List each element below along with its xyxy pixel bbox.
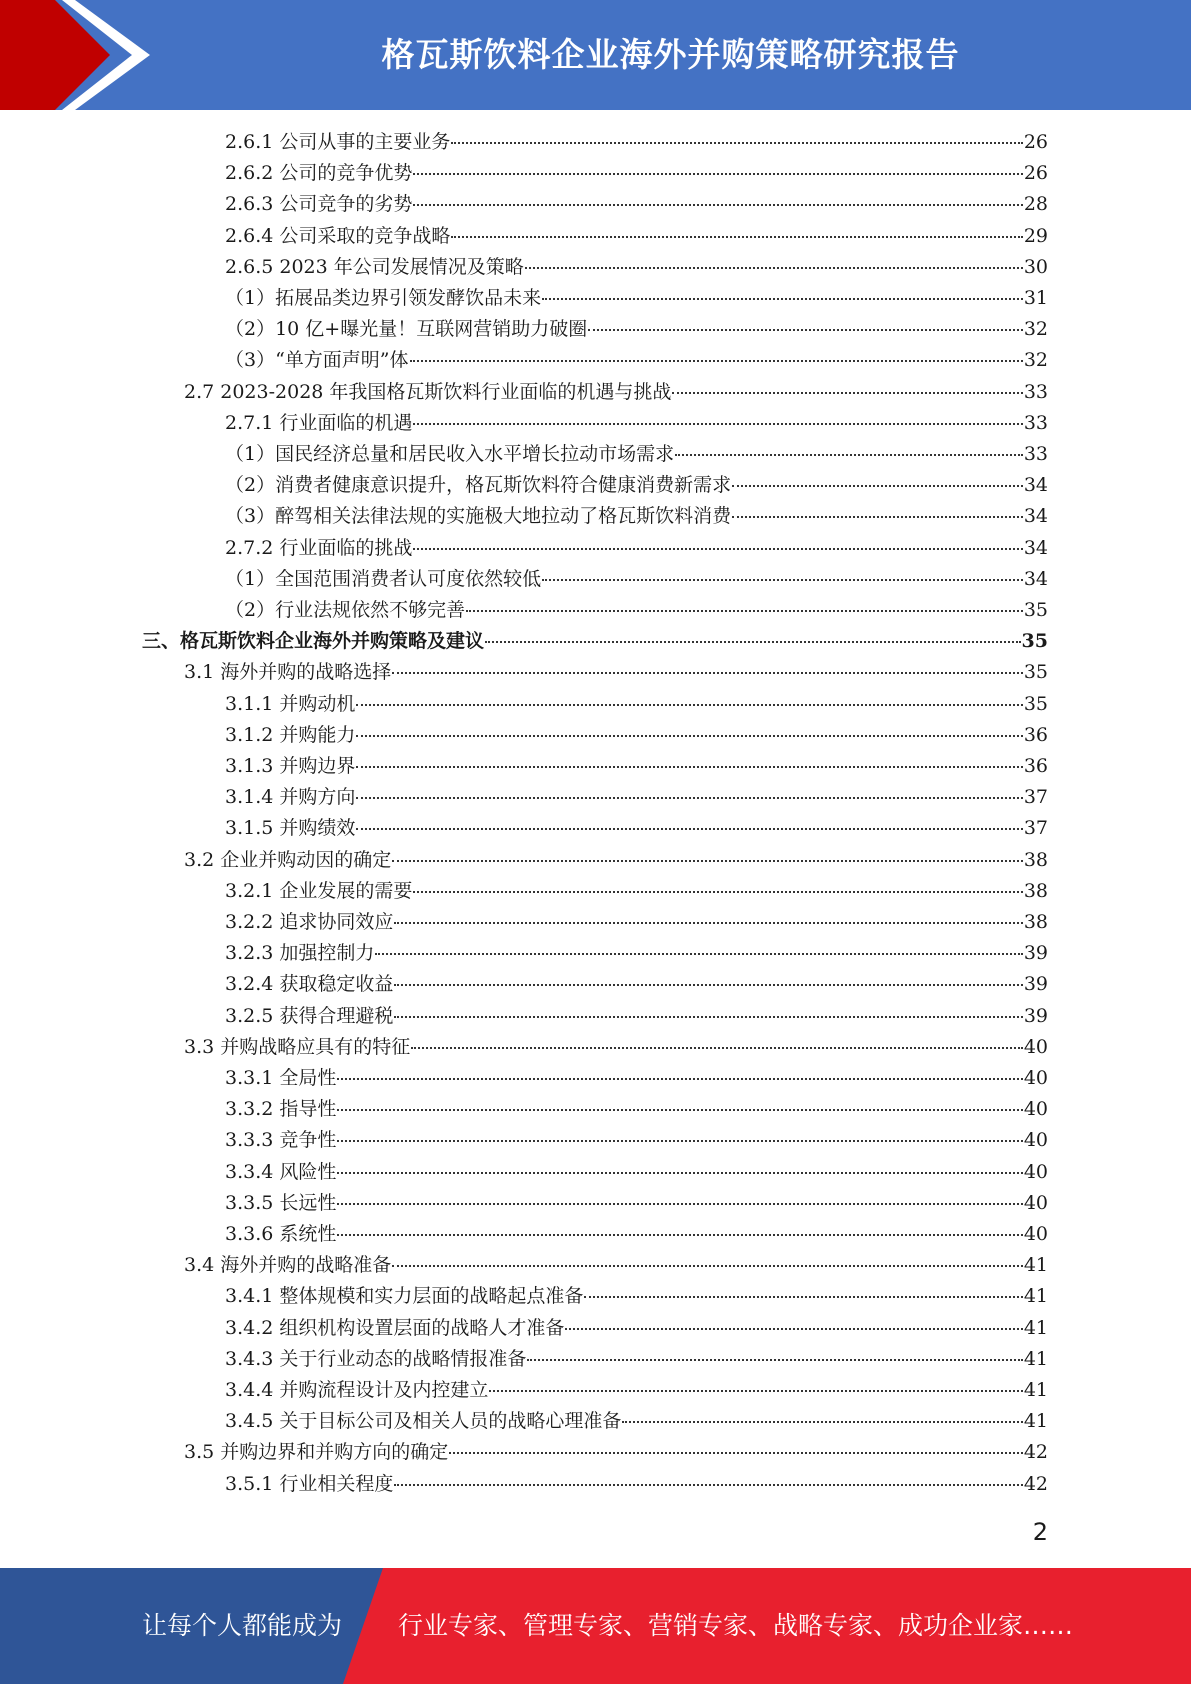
toc-leader-dots xyxy=(565,1328,1022,1330)
toc-leader-dots xyxy=(410,360,1023,362)
toc-leader-dots xyxy=(356,797,1022,799)
toc-leader-dots xyxy=(672,392,1022,394)
toc-leader-dots xyxy=(337,1109,1022,1111)
toc-entry-page: 40 xyxy=(1023,1036,1048,1058)
toc-entry-page: 39 xyxy=(1023,1005,1048,1027)
toc-entry[interactable] xyxy=(225,595,1048,626)
toc-entry-label: 3.1.1 并购动机 xyxy=(225,693,356,715)
toc-entry-label: （2）行业法规依然不够完善 xyxy=(225,599,466,621)
toc-entry-label: 3.2.1 企业发展的需要 xyxy=(225,880,413,902)
toc-leader-dots xyxy=(451,142,1022,144)
toc-entry-label: 3.4.5 关于目标公司及相关人员的战略心理准备 xyxy=(225,1410,622,1432)
toc-entry-label: 3.3.6 系统性 xyxy=(225,1223,337,1245)
toc-entry[interactable] xyxy=(225,564,1048,595)
toc-entry[interactable] xyxy=(225,408,1048,439)
page-number: 2 xyxy=(1032,1518,1048,1546)
toc-entry-label: 2.7.2 行业面临的挑战 xyxy=(225,537,413,559)
page-footer xyxy=(0,1568,1191,1684)
toc-leader-dots xyxy=(527,1359,1022,1361)
toc-entry-page: 38 xyxy=(1023,911,1048,933)
toc-entry-label: 2.6.4 公司采取的竞争战略 xyxy=(225,225,451,247)
toc-leader-dots xyxy=(394,1484,1022,1486)
toc-entry-page: 35 xyxy=(1023,693,1048,715)
toc-leader-dots xyxy=(584,1296,1022,1298)
toc-entry-page: 35 xyxy=(1023,599,1048,621)
toc-entry[interactable] xyxy=(225,938,1048,969)
toc-entry-page: 41 xyxy=(1023,1379,1048,1401)
toc-entry-page: 42 xyxy=(1023,1441,1048,1463)
toc-entry-label: 2.7 2023-2028 年我国格瓦斯饮料行业面临的机遇与挑战 xyxy=(184,381,672,403)
toc-entry-page: 40 xyxy=(1023,1223,1048,1245)
toc-entry-label: 2.6.1 公司从事的主要业务 xyxy=(225,131,451,153)
toc-entry[interactable] xyxy=(225,1281,1048,1312)
toc-entry-label: 3.3 并购战略应具有的特征 xyxy=(184,1036,411,1058)
toc-entry[interactable] xyxy=(225,1063,1048,1094)
toc-leader-dots xyxy=(356,766,1022,768)
toc-entry-label: 2.6.3 公司竞争的劣势 xyxy=(225,193,413,215)
toc-entry[interactable] xyxy=(225,1188,1048,1219)
toc-leader-dots xyxy=(413,891,1022,893)
toc-entry[interactable] xyxy=(225,533,1048,564)
toc-entry-page: 41 xyxy=(1023,1285,1048,1307)
toc-entry-label: 3.1.5 并购绩效 xyxy=(225,817,356,839)
toc-entry-page: 40 xyxy=(1023,1192,1048,1214)
toc-entry-label: （3）“单方面声明”体 xyxy=(225,349,409,371)
toc-entry-page: 32 xyxy=(1023,349,1048,371)
toc-entry[interactable] xyxy=(225,1344,1048,1375)
toc-leader-dots xyxy=(451,236,1022,238)
toc-entry[interactable] xyxy=(225,314,1048,345)
toc-leader-dots xyxy=(489,1390,1022,1392)
toc-entry[interactable] xyxy=(225,1406,1048,1437)
toc-entry-page: 26 xyxy=(1023,131,1048,153)
toc-entry-label: （2）消费者健康意识提升，格瓦斯饮料符合健康消费新需求 xyxy=(225,474,732,496)
toc-entry[interactable] xyxy=(225,1001,1048,1032)
toc-entry[interactable] xyxy=(225,1219,1048,1250)
toc-entry-page: 28 xyxy=(1023,193,1048,215)
toc-entry-page: 41 xyxy=(1023,1317,1048,1339)
toc-entry[interactable] xyxy=(225,283,1048,314)
toc-entry-page: 29 xyxy=(1023,225,1048,247)
toc-leader-dots xyxy=(525,267,1023,269)
toc-entry-label: 3.4 海外并购的战略准备 xyxy=(184,1254,392,1276)
toc-entry-label: 3.5.1 行业相关程度 xyxy=(225,1473,394,1495)
toc-leader-dots xyxy=(466,610,1023,612)
toc-entry-page: 33 xyxy=(1023,412,1048,434)
toc-entry[interactable] xyxy=(184,845,1048,876)
toc-entry-page: 37 xyxy=(1023,786,1048,808)
toc-leader-dots xyxy=(542,579,1023,581)
toc-entry-label: 3.3.4 风险性 xyxy=(225,1161,337,1183)
toc-entry-label: 3.1.3 并购边界 xyxy=(225,755,356,777)
toc-entry-label: 3.3.2 指导性 xyxy=(225,1098,337,1120)
toc-entry-label: （2）10 亿+曝光量！互联网营销助力破圈 xyxy=(225,318,588,340)
toc-entry[interactable] xyxy=(225,751,1048,782)
toc-entry[interactable] xyxy=(225,1313,1048,1344)
toc-entry[interactable] xyxy=(225,813,1048,844)
toc-entry[interactable] xyxy=(225,1375,1048,1406)
report-title: 格瓦斯饮料企业海外并购策略研究报告 xyxy=(381,35,960,74)
toc-leader-dots xyxy=(394,922,1022,924)
toc-entry-label: 三、格瓦斯饮料企业海外并购策略及建议 xyxy=(142,630,485,652)
toc-entry-page: 39 xyxy=(1023,942,1048,964)
toc-entry-page: 36 xyxy=(1023,755,1048,777)
toc-entry[interactable] xyxy=(225,689,1048,720)
toc-entry-label: 3.2.5 获得合理避税 xyxy=(225,1005,394,1027)
toc-entry-page: 41 xyxy=(1023,1410,1048,1432)
toc-leader-dots xyxy=(732,516,1023,518)
toc-entry[interactable] xyxy=(184,1032,1048,1063)
toc-entry-label: 3.2 企业并购动因的确定 xyxy=(184,849,392,871)
toc-leader-dots xyxy=(356,704,1022,706)
toc-entry[interactable] xyxy=(225,127,1048,158)
toc-entry-page: 41 xyxy=(1023,1254,1048,1276)
toc-leader-dots xyxy=(337,1172,1022,1174)
toc-entry[interactable] xyxy=(184,377,1048,408)
toc-leader-dots xyxy=(588,329,1023,331)
toc-leader-dots xyxy=(392,672,1023,674)
toc-leader-dots xyxy=(449,1452,1023,1454)
toc-entry[interactable] xyxy=(225,969,1048,1000)
toc-entry-page: 38 xyxy=(1023,849,1048,871)
toc-leader-dots xyxy=(337,1234,1022,1236)
toc-entry[interactable] xyxy=(184,1250,1048,1281)
toc-leader-dots xyxy=(394,1016,1022,1018)
toc-leader-dots xyxy=(485,641,1021,643)
toc-entry-page: 34 xyxy=(1023,568,1048,590)
toc-entry-label: 3.4.3 关于行业动态的战略情报准备 xyxy=(225,1348,527,1370)
toc-leader-dots xyxy=(356,828,1022,830)
toc-entry-page: 40 xyxy=(1023,1129,1048,1151)
toc-entry-page: 33 xyxy=(1023,443,1048,465)
toc-entry[interactable] xyxy=(225,1094,1048,1125)
toc-leader-dots xyxy=(337,1203,1022,1205)
toc-entry[interactable] xyxy=(225,501,1048,532)
toc-leader-dots xyxy=(413,423,1022,425)
toc-leader-dots xyxy=(392,1265,1023,1267)
toc-entry-label: 3.1 海外并购的战略选择 xyxy=(184,661,392,683)
toc-entry[interactable] xyxy=(225,221,1048,252)
toc-entry-label: 3.3.1 全局性 xyxy=(225,1067,337,1089)
toc-entry-label: 3.5 并购边界和并购方向的确定 xyxy=(184,1441,449,1463)
toc-entry-page: 39 xyxy=(1023,973,1048,995)
toc-entry-label: 2.7.1 行业面临的机遇 xyxy=(225,412,413,434)
toc-entry[interactable] xyxy=(142,626,1048,657)
toc-entry[interactable] xyxy=(225,189,1048,220)
toc-entry-page: 33 xyxy=(1023,381,1048,403)
toc-entry-page: 41 xyxy=(1023,1348,1048,1370)
toc-entry-label: 3.4.1 整体规模和实力层面的战略起点准备 xyxy=(225,1285,584,1307)
toc-entry-label: 3.4.2 组织机构设置层面的战略人才准备 xyxy=(225,1317,565,1339)
toc-entry-page: 37 xyxy=(1023,817,1048,839)
toc-entry-page: 30 xyxy=(1023,256,1048,278)
toc-entry[interactable] xyxy=(184,1437,1048,1468)
toc-entry[interactable] xyxy=(225,439,1048,470)
toc-leader-dots xyxy=(413,548,1022,550)
toc-entry-label: 2.6.2 公司的竞争优势 xyxy=(225,162,413,184)
toc-entry-label: 3.3.3 竞争性 xyxy=(225,1129,337,1151)
toc-leader-dots xyxy=(411,1047,1023,1049)
footer-slogan-right: 行业专家、管理专家、营销专家、战略专家、成功企业家…… xyxy=(398,1611,1074,1640)
toc-entry-page: 40 xyxy=(1023,1098,1048,1120)
toc-entry-page: 31 xyxy=(1023,287,1048,309)
toc-entry[interactable] xyxy=(225,782,1048,813)
toc-entry-label: 3.4.4 并购流程设计及内控建立 xyxy=(225,1379,489,1401)
toc-entry-label: 3.1.4 并购方向 xyxy=(225,786,356,808)
toc-entry[interactable] xyxy=(225,1125,1048,1156)
toc-entry-label: 3.3.5 长远性 xyxy=(225,1192,337,1214)
toc-entry-page: 35 xyxy=(1021,630,1048,652)
page-header xyxy=(0,0,1191,110)
toc-leader-dots xyxy=(622,1421,1022,1423)
toc-entry-page: 38 xyxy=(1023,880,1048,902)
toc-leader-dots xyxy=(356,735,1022,737)
footer-slogan-left: 让每个人都能成为 xyxy=(142,1611,343,1640)
toc-entry[interactable] xyxy=(225,720,1048,751)
toc-entry-label: 3.1.2 并购能力 xyxy=(225,724,356,746)
toc-entry[interactable] xyxy=(225,1469,1048,1500)
toc-entry[interactable] xyxy=(225,345,1048,376)
toc-leader-dots xyxy=(675,454,1023,456)
toc-leader-dots xyxy=(375,953,1022,955)
toc-entry-page: 36 xyxy=(1023,724,1048,746)
toc-leader-dots xyxy=(392,860,1023,862)
toc-entry-page: 42 xyxy=(1023,1473,1048,1495)
toc-leader-dots xyxy=(337,1140,1022,1142)
toc-entry-page: 34 xyxy=(1023,474,1048,496)
toc-leader-dots xyxy=(394,984,1022,986)
toc-entry-label: 3.2.4 获取稳定收益 xyxy=(225,973,394,995)
toc-entry-page: 34 xyxy=(1023,505,1048,527)
toc-leader-dots xyxy=(732,485,1023,487)
toc-entry-page: 34 xyxy=(1023,537,1048,559)
toc-entry[interactable] xyxy=(225,252,1048,283)
toc-entry-page: 32 xyxy=(1023,318,1048,340)
toc-leader-dots xyxy=(542,298,1023,300)
toc-entry-label: （1）全国范围消费者认可度依然较低 xyxy=(225,568,542,590)
toc-leader-dots xyxy=(413,204,1022,206)
toc-entry[interactable] xyxy=(225,470,1048,501)
toc-entry-page: 26 xyxy=(1023,162,1048,184)
toc-leader-dots xyxy=(413,173,1022,175)
toc-entry-page: 40 xyxy=(1023,1067,1048,1089)
toc-entry[interactable] xyxy=(184,657,1048,688)
toc-entry-page: 35 xyxy=(1023,661,1048,683)
toc-entry-page: 40 xyxy=(1023,1161,1048,1183)
toc-entry-label: （1）国民经济总量和居民收入水平增长拉动市场需求 xyxy=(225,443,675,465)
toc-entry-label: （1）拓展品类边界引领发酵饮品未来 xyxy=(225,287,542,309)
header-arrow-decoration xyxy=(0,0,150,110)
toc-entry[interactable] xyxy=(225,907,1048,938)
toc-entry-label: （3）醉驾相关法律法规的实施极大地拉动了格瓦斯饮料消费 xyxy=(225,505,732,527)
toc-entry[interactable] xyxy=(225,158,1048,189)
toc-entry[interactable] xyxy=(225,876,1048,907)
toc-entry-label: 2.6.5 2023 年公司发展情况及策略 xyxy=(225,256,524,278)
toc-entry-label: 3.2.3 加强控制力 xyxy=(225,942,375,964)
toc-entry[interactable] xyxy=(225,1157,1048,1188)
toc-leader-dots xyxy=(337,1078,1022,1080)
toc-entry-label: 3.2.2 追求协同效应 xyxy=(225,911,394,933)
